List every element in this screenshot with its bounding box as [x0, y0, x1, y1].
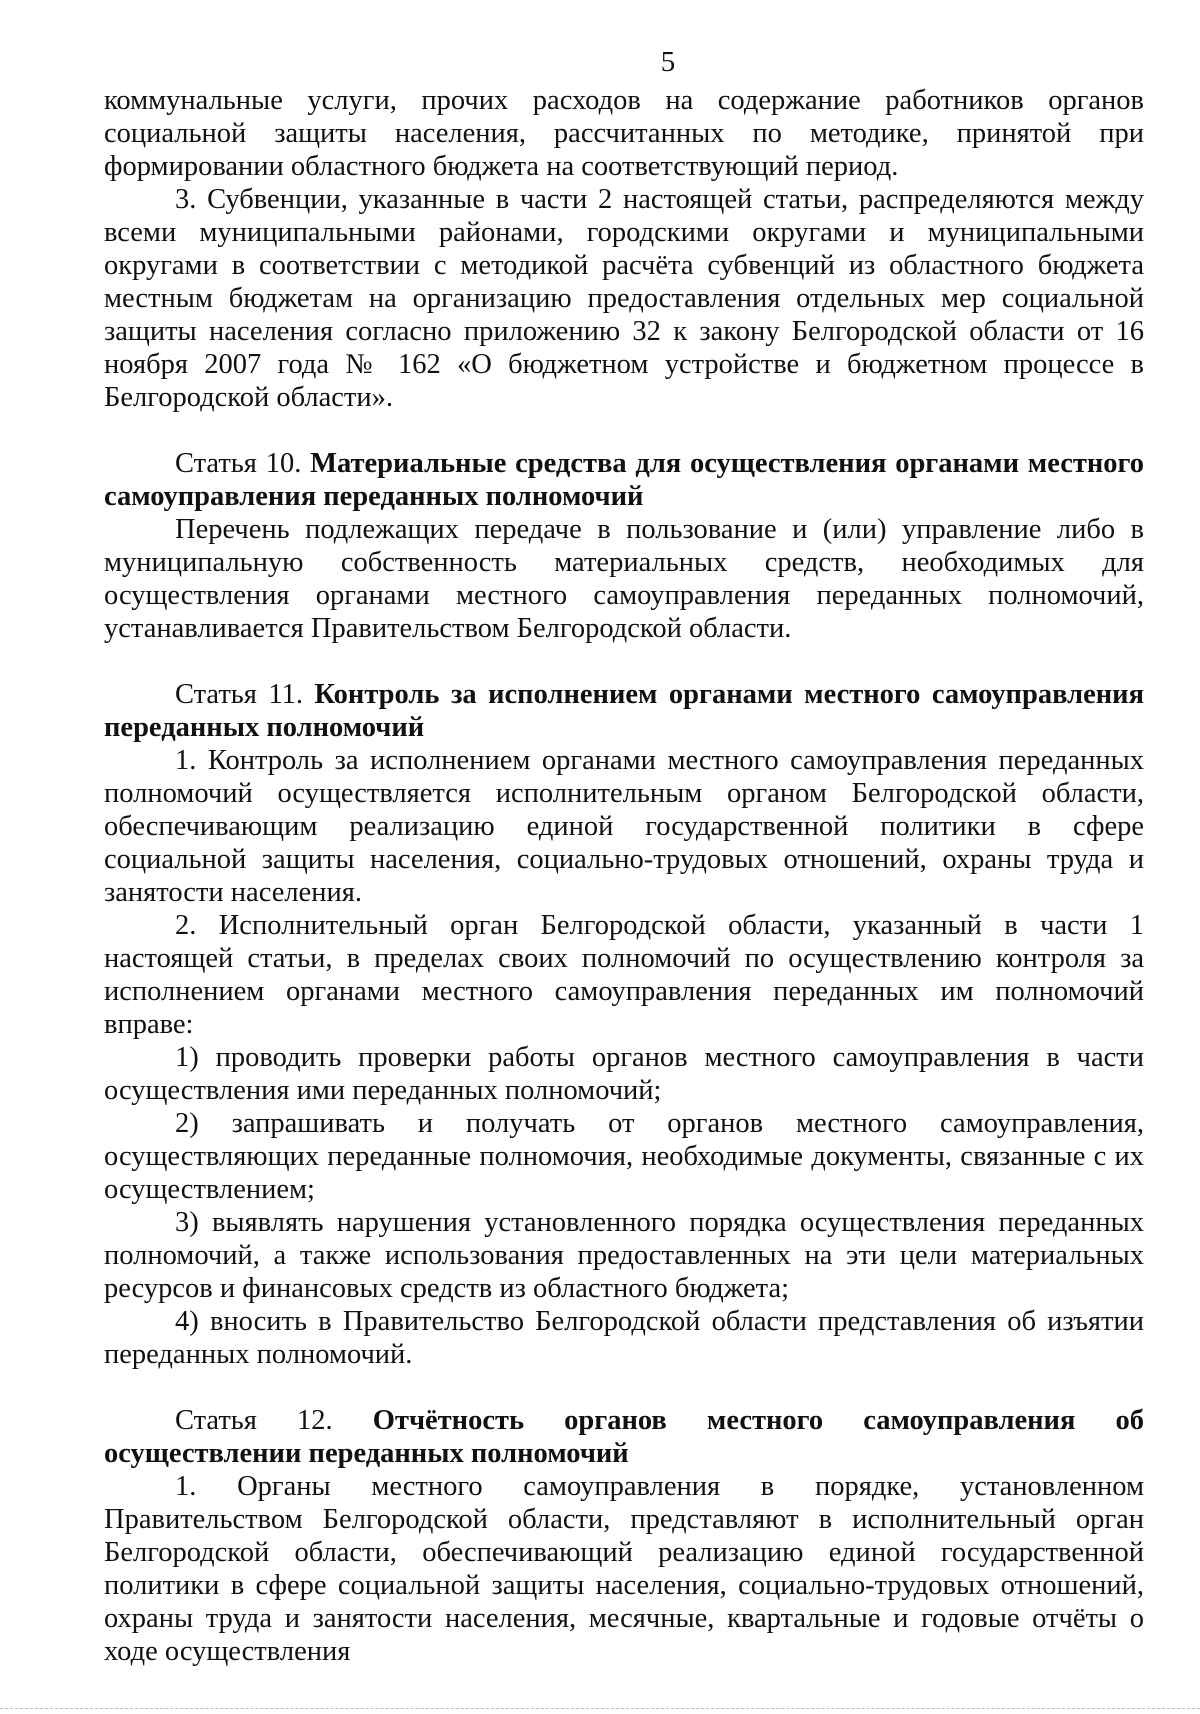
article12-heading — [104, 1404, 1144, 1470]
article11-item-3: 3) выявлять нарушения установленного порядка осуществления переданных полномочий, а также использования предоставленных на эти цели материальных ресурсов и финансовых средств из областного бюджета; — [104, 1207, 1144, 1304]
article10-title: Материальные средства для осуществления органами местного самоуправления переданных полномочий — [104, 448, 1144, 512]
scan-edge-line — [0, 1708, 1200, 1709]
article11-item-2: 2) запрашивать и получать от органов местного самоуправления, осуществляющих переданные полномочия, необходимые документы, связанные с их осуществлением; — [104, 1108, 1144, 1205]
article10-number: Статья 10. — [175, 448, 302, 479]
article12-title: Отчётность органов местного самоуправления об осуществлении переданных полномочий — [104, 1405, 1145, 1469]
article11-heading — [104, 678, 1144, 744]
continuation-paragraph: коммунальные услуги, прочих расходов на содержание работников органов социальной защиты населения, рассчитанных по методике, принятой при формировании областного бюджета на соответствующий период. — [104, 85, 1144, 182]
article10-text: Перечень подлежащих передаче в пользование и (или) управление либо в муниципальную собственность материальных средств, необходимых для осуществления органами местного самоуправления переданных полномочий, устанавливается Правительством Белгородской области. — [104, 514, 1144, 644]
document-page — [104, 44, 1144, 1668]
spacer — [104, 645, 1144, 678]
article12-part1: 1. Органы местного самоуправления в порядке, установленном Правительством Белгородской области, представляют в исполнительный орган Белгородской области, обеспечивающий реализацию единой государственной политики в сфере социальной защиты населения, социально-трудовых отношений, охраны труда и занятости населения, месячные, квартальные и годовые отчёты о ходе осуществления — [104, 1471, 1144, 1667]
article10-heading — [104, 447, 1144, 513]
article11-number: Статья 11. — [175, 679, 303, 710]
page-number: 5 — [660, 46, 676, 78]
article11-part1: 1. Контроль за исполнением органами местного самоуправления переданных полномочий осуществляется исполнительным органом Белгородской области, обеспечивающим реализацию единой государственной политики в сфере социальной защиты населения, социально-трудовых отношений, охраны труда и занятости населения. — [104, 745, 1144, 908]
article12-number: Статья 12. — [175, 1405, 333, 1436]
article11-part2: 2. Исполнительный орган Белгородской области, указанный в части 1 настоящей статьи, в пределах своих полномочий по осуществлению контроля за исполнением органами местного самоуправления переданных им полномочий вправе: — [104, 910, 1144, 1040]
article11-item-1: 1) проводить проверки работы органов местного самоуправления в части осуществления ими переданных полномочий; — [104, 1042, 1144, 1106]
spacer — [104, 1371, 1144, 1404]
article9-part3: 3. Субвенции, указанные в части 2 настоящей статьи, распределяются между всеми муниципальными районами, городскими округами и муниципальными округами в соответствии с методикой расчёта субвенций из областного бюджета местным бюджетам на организацию предоставления отдельных мер социальной защиты населения согласно приложению 32 к закону Белгородской области от 16 ноября 2007 года № 162 «О бюджетном устройстве и бюджетном процессе в Белгородской области». — [104, 184, 1144, 413]
article11-item-4: 4) вносить в Правительство Белгородской области представления об изъятии переданных полномочий. — [104, 1306, 1144, 1370]
article11-title: Контроль за исполнением органами местного самоуправления переданных полномочий — [104, 679, 1144, 743]
spacer — [104, 414, 1144, 447]
